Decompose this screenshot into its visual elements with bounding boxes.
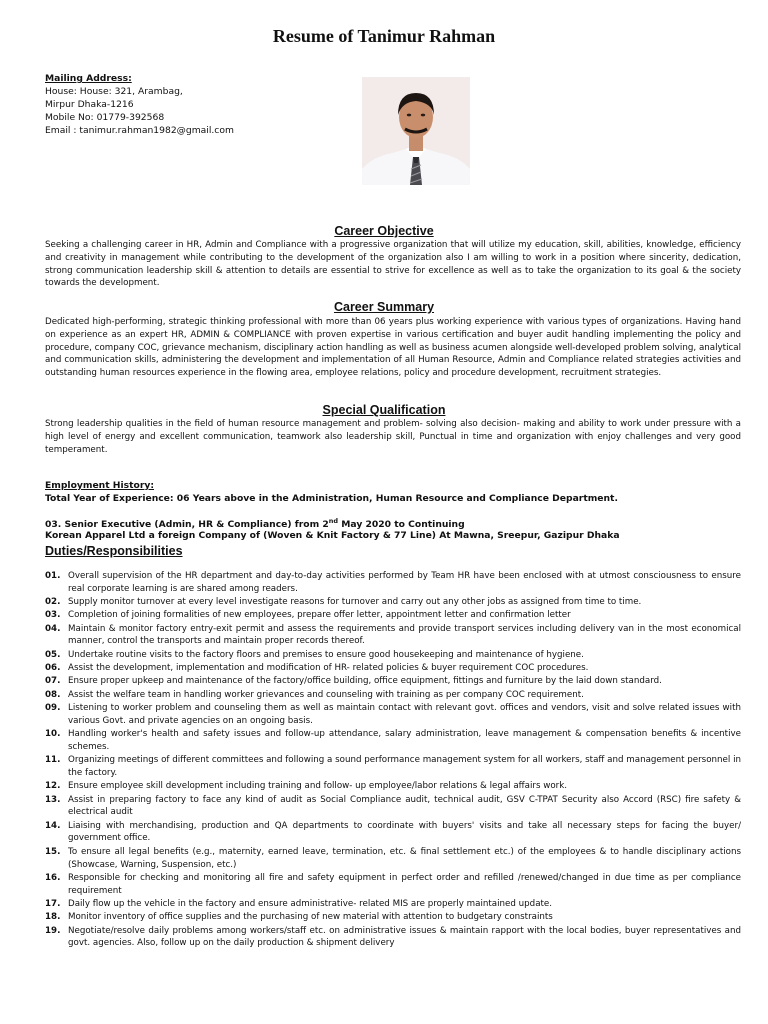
- special-qualification-text: Strong leadership qualities in the field of human resource management and problem- solving also decision- making and ability to work under pressure with a high level of energy and excellent communication, teamwork also leadership skill, Punctual in time and organization with enjoy challenges and very good temperament.: [45, 419, 741, 455]
- career-summary-heading: Career Summary: [333, 300, 435, 314]
- resume-title: Resume of Tanimur Rahman: [272, 26, 496, 46]
- career-objective-text: Seeking a challenging career in HR, Admin and Compliance with a progressive organization that will utilize my education, skill, abilities, knowledge, efficiency and creativity in management while contributing to the development of the organization also I am willing to work in a position where sincerity, dedication, strong communication leadership skill & attention to details are essential to strive for excellence as well as to take the organization to its goal & the society towards the development.: [45, 240, 741, 289]
- duty-number: 14.: [45, 820, 61, 831]
- duty-text: Overall supervision of the HR department and day-to-day activities performed by Team HR have been enclosed with at utmost consciousness to ensure real corporate learning is are shared among readers.: [68, 571, 741, 594]
- duty-number: 15.: [45, 846, 61, 857]
- employment-history-heading: Employment History:: [45, 480, 155, 491]
- email-address: Email : tanimur.rahman1982@gmail.com: [45, 125, 234, 136]
- duty-text: Assist the development, implementation and modification of HR- related policies & buyer requirement COC procedures.: [68, 663, 589, 674]
- duty-item: [45, 596, 741, 609]
- company-name: Korean Apparel Ltd a foreign Company of (Woven & Knit Factory & 77 Line) At Mawna, Sreepur, Gazipur Dhaka: [45, 530, 620, 541]
- duty-number: 02.: [45, 597, 61, 608]
- duty-number: 06.: [45, 663, 61, 674]
- duty-text: Organizing meetings of different committees and following a sound performance management system for all workers, staff and management personnel in the factory.: [68, 755, 741, 778]
- duty-number: 07.: [45, 676, 61, 687]
- duty-item: [45, 754, 741, 780]
- duty-text: Assist in preparing factory to face any kind of audit as Social Compliance audit, technical audit, GSV C-TPAT Security also Accord (RSC) fire safety & electrical audit: [68, 794, 741, 818]
- duty-item: [45, 872, 741, 898]
- duty-number: 17.: [45, 898, 61, 909]
- duty-text: Completion of joining formalities of new employees, prepare offer letter, appointment letter and confirmation letter: [68, 610, 571, 621]
- career-objective-heading: Career Objective: [334, 224, 434, 238]
- duty-item: [45, 820, 741, 846]
- duty-item: [45, 609, 741, 622]
- duty-text: Handling worker's health and safety issues and follow-up attendance, salary administration, leave management & compensation benefits & incentive schemes.: [68, 729, 741, 752]
- duty-item: [45, 728, 741, 754]
- mailing-address-heading: Mailing Address:: [45, 73, 132, 84]
- duty-text: Negotiate/resolve daily problems among workers/staff etc. on administrative issues & maintain rapport with the local bodies, buyer representatives and govt. agencies. Also, follow up on the daily production & shipment delivery: [68, 925, 741, 949]
- duty-item: [45, 702, 741, 728]
- duty-item: [45, 794, 741, 820]
- duty-text: Ensure employee skill development including training and follow- up employee/labor relations & legal affairs work.: [68, 781, 568, 792]
- total-experience: Total Year of Experience: 06 Years above in the Administration, Human Resource and Compliance Department.: [45, 493, 618, 504]
- duty-number: 13.: [45, 794, 61, 805]
- duty-item: [45, 662, 741, 675]
- person-portrait-icon: [362, 77, 470, 185]
- special-qualification-heading: Special Qualification: [322, 403, 446, 417]
- profile-photo: [362, 77, 470, 185]
- mailing-address-block: [45, 72, 234, 137]
- duty-number: 18.: [45, 912, 61, 923]
- job-title-part-2: May 2020 to Continuing: [338, 519, 465, 531]
- duty-text: Monitor inventory of office supplies and the purchasing of new material with attention to budgetary constraints: [68, 912, 553, 923]
- duties-heading: Duties/Responsibilities: [45, 544, 183, 558]
- duty-text: Supply monitor turnover at every level investigate reasons for turnover and carry out any other jobs as assigned from time to time.: [68, 597, 642, 608]
- duty-text: Responsible for checking and monitoring all fire and safety equipment in perfect order and refilled /renewed/changed in due time as per compliance requirement: [68, 872, 741, 896]
- address-line-2: Mirpur Dhaka-1216: [45, 99, 134, 110]
- duty-item: [45, 675, 741, 688]
- duty-text: Ensure proper upkeep and maintenance of the factory/office building, office equipment, fittings and furniture by the laid down standard.: [68, 676, 662, 687]
- duty-item: [45, 846, 741, 872]
- duty-number: 16.: [45, 872, 61, 883]
- duty-text: Maintain & monitor factory entry-exit permit and assess the requirements and provide transport services including delivery van in the most economical manner, control the transports and maintain proper records thereof.: [68, 623, 741, 647]
- duty-number: 10.: [45, 729, 61, 740]
- career-summary-text: Dedicated high-performing, strategic thinking professional with more than 06 years plus working experience with various types of organizations. Having hand on experience as an expert HR, ADMIN & COMPLIANCE with proven expertise in various certification and buyer audit handling implementing the policy and procedure, company COC, grievance mechanism, disciplinary action handling as well as business acumen alongside well-developed problem solving, analytical and communication skills, administering the development and implementation of all Human Resource, Admin and Compliance related strategies activities and outstanding human resources experience in the flowing area, employee relations, policy and procedure development, recruitment strategies.: [45, 317, 741, 379]
- duty-item: [45, 898, 741, 911]
- duty-number: 01.: [45, 571, 61, 581]
- duty-item: [45, 689, 741, 702]
- duty-item: [45, 649, 741, 662]
- duty-text: To ensure all legal benefits (e.g., maternity, earned leave, termination, etc. & final settlement etc.) of the employees & to handle disciplinary actions (Showcase, Warning, Suspension, etc.): [68, 846, 741, 870]
- duty-number: 11.: [45, 755, 61, 766]
- duty-item: [45, 570, 741, 596]
- duties-list: [45, 570, 741, 951]
- duty-text: Assist the welfare team in handling worker grievances and counseling with training as per company COC requirement.: [68, 689, 584, 700]
- duty-number: 08.: [45, 689, 61, 700]
- duty-item: [45, 780, 741, 793]
- duty-number: 05.: [45, 649, 61, 660]
- duty-number: 09.: [45, 702, 61, 713]
- duty-number: 12.: [45, 781, 61, 792]
- job-title-part-1: 03. Senior Executive (Admin, HR & Compliance) from 2: [45, 519, 329, 531]
- duty-text: Listening to worker problem and counseling them as well as maintain contact with relevant govt. offices and vendors, visit and solve related issues with various Govt. and private agencies on an ongoing basis.: [68, 702, 741, 726]
- duty-item: [45, 623, 741, 649]
- duty-number: 19.: [45, 925, 61, 936]
- address-line-1: House: House: 321, Arambag,: [45, 86, 183, 97]
- mobile-number: Mobile No: 01779-392568: [45, 112, 165, 123]
- duty-number: 03.: [45, 610, 61, 621]
- job-title-superscript: nd: [328, 517, 339, 525]
- duty-number: 04.: [45, 623, 61, 634]
- duty-text: Undertake routine visits to the factory floors and premises to ensure good housekeeping and maintenance of hygiene.: [68, 649, 584, 660]
- duty-text: Liaising with merchandising, production and QA departments to coordinate with buyers' visits and take all necessary steps for facing the buyer/ government office.: [68, 820, 741, 844]
- duty-item: [45, 911, 741, 924]
- duty-item: [45, 925, 741, 951]
- duty-text: Daily flow up the vehicle in the factory and ensure administrative- related MIS are properly maintained update.: [68, 898, 553, 909]
- job-title: [45, 517, 745, 530]
